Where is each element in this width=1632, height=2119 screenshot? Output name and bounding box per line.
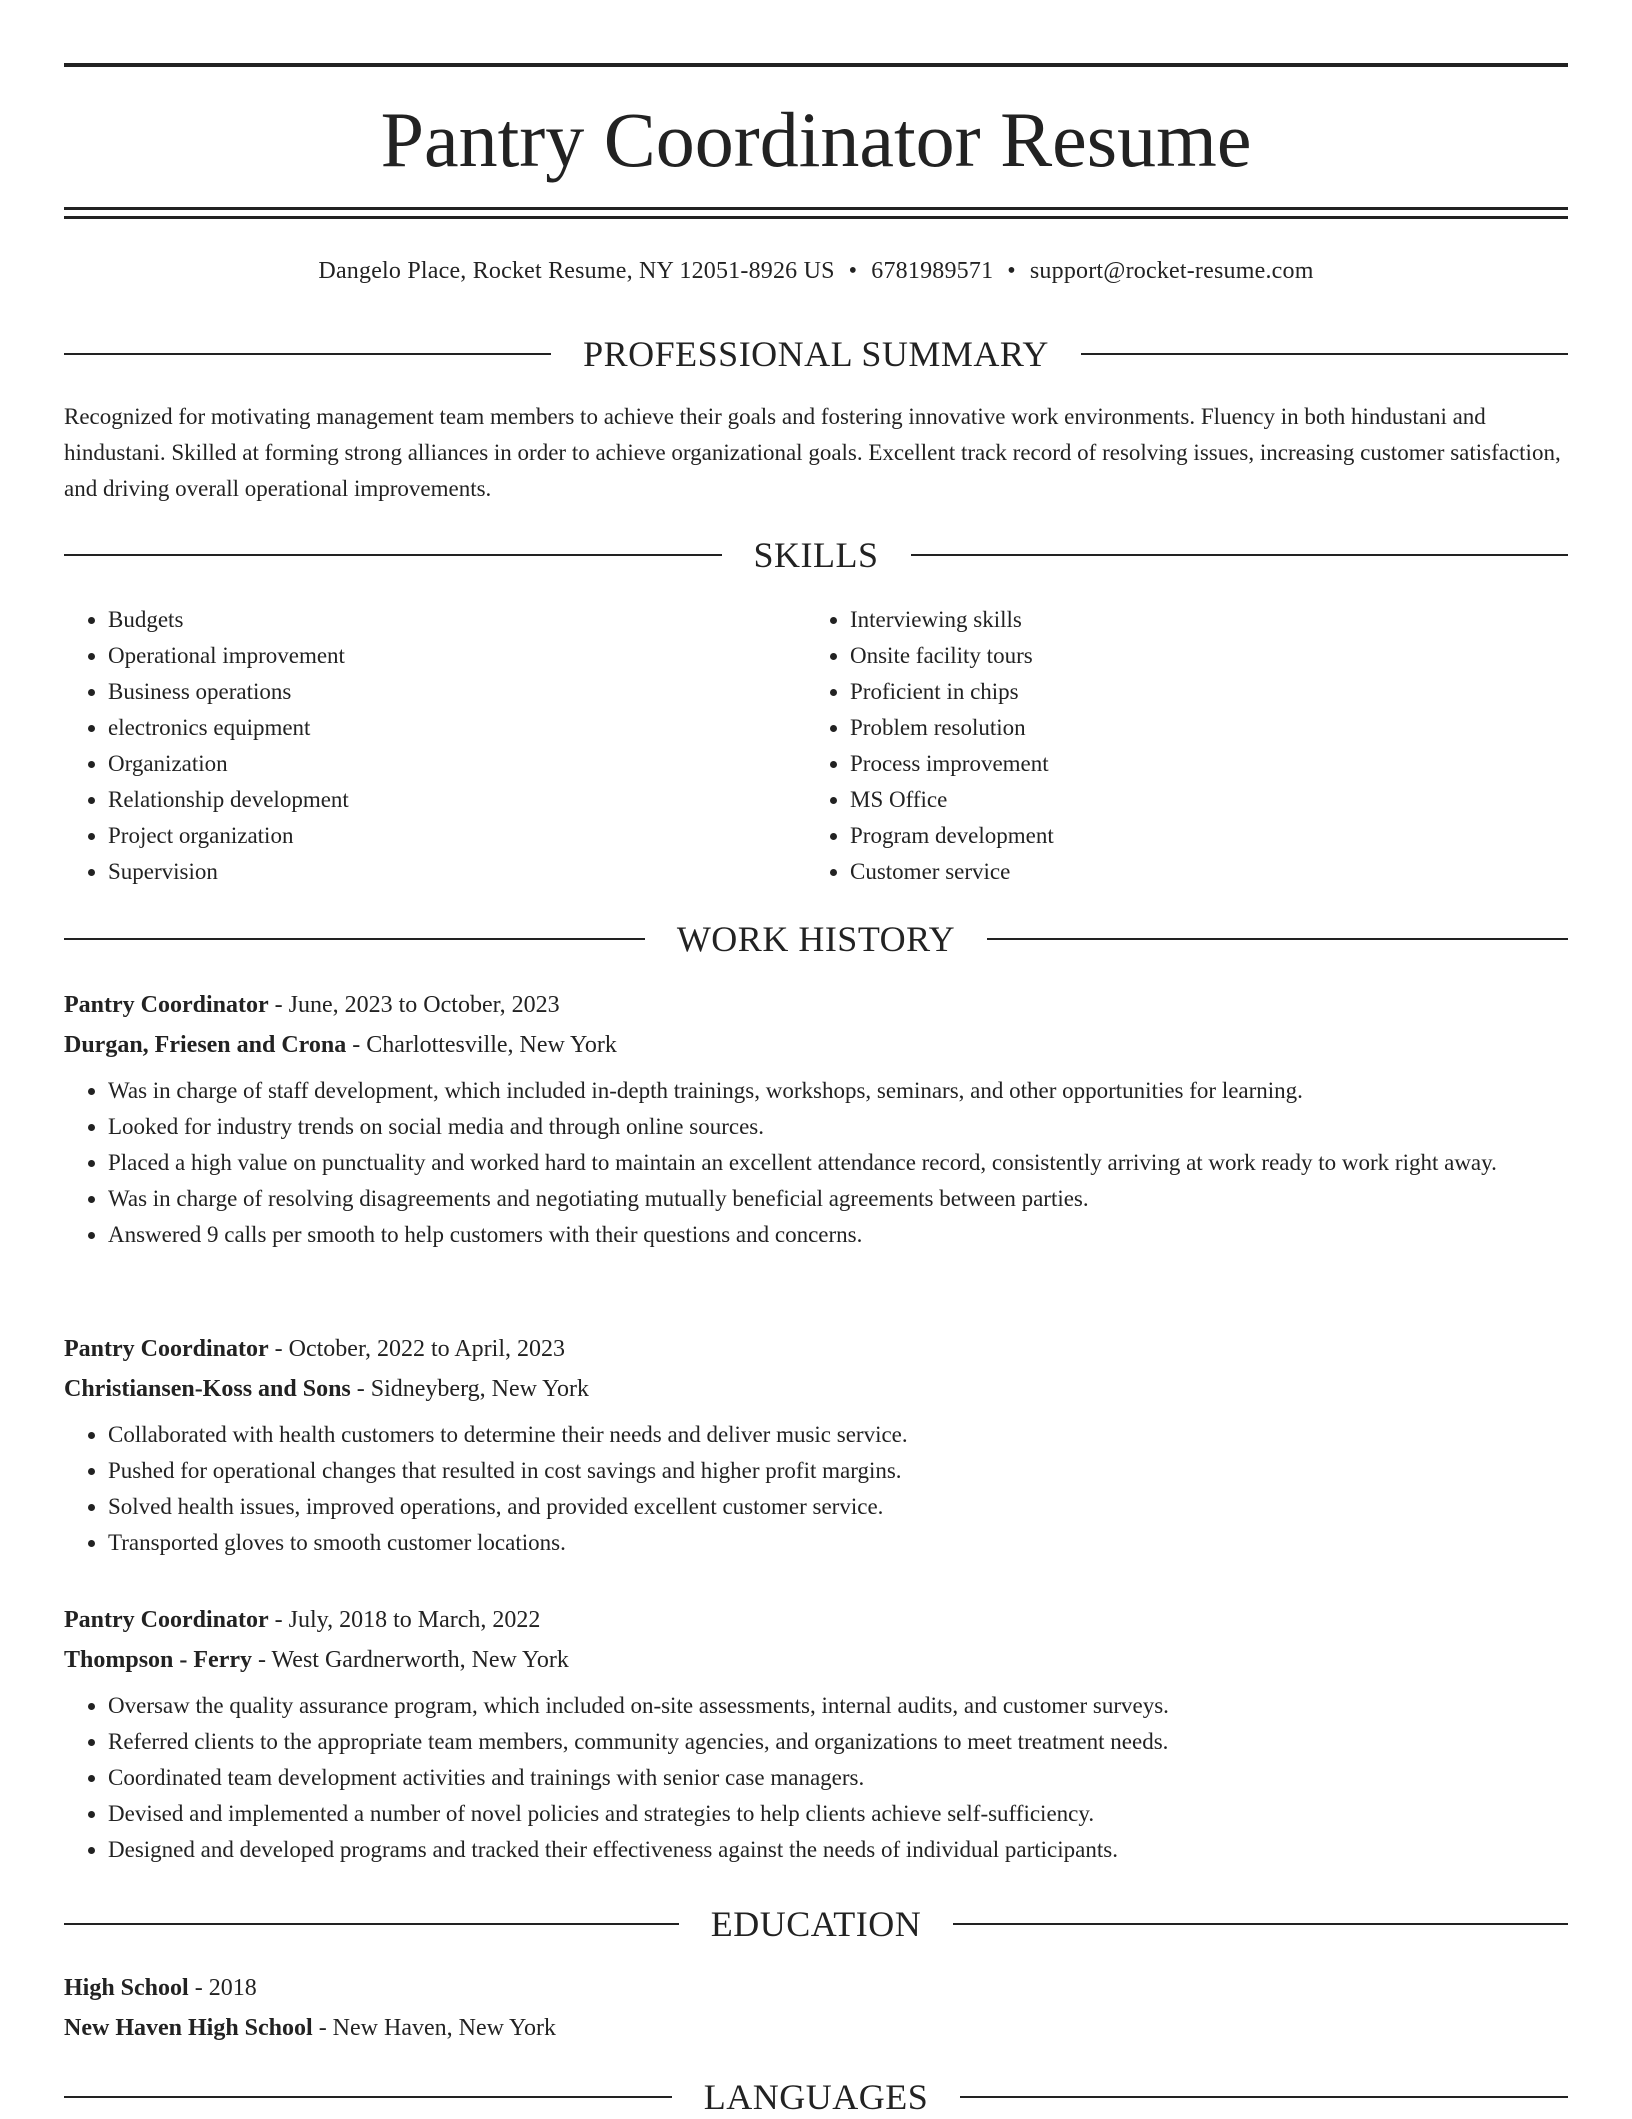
work-heading bbox=[64, 917, 1568, 961]
contact-line bbox=[64, 254, 1568, 288]
job-title-line bbox=[64, 1329, 1568, 1369]
languages-heading bbox=[64, 2075, 1568, 2119]
skill-item: • Relationship development bbox=[108, 782, 806, 818]
education-degree-line bbox=[64, 1968, 1568, 2008]
skill-item: • Organization bbox=[108, 746, 806, 782]
skill-item: • Operational improvement bbox=[108, 638, 806, 674]
education-degree: High School bbox=[64, 1975, 189, 2001]
job-dates: - July, 2018 to March, 2022 bbox=[268, 1607, 541, 1633]
job-title-line bbox=[64, 1600, 1568, 1640]
heading-rule-right bbox=[987, 938, 1568, 940]
job-entry bbox=[64, 985, 1568, 1253]
job-company-line bbox=[64, 1640, 1568, 1680]
skills-column-left bbox=[64, 602, 806, 890]
skill-item: • Budgets bbox=[108, 602, 806, 638]
job-title: Pantry Coordinator bbox=[64, 1336, 269, 1362]
skill-item: • MS Office bbox=[850, 782, 1548, 818]
summary-heading-label: PROFESSIONAL SUMMARY bbox=[583, 334, 1049, 374]
education-location: - New Haven, New York bbox=[312, 2015, 556, 2041]
skill-item: • Program development bbox=[850, 818, 1548, 854]
job-bullets bbox=[64, 1417, 1568, 1561]
job-company-line bbox=[64, 1025, 1568, 1065]
job-bullet: • Was in charge of staff development, which included in-depth trainings, workshops, seminars, and other opportunities for learning. bbox=[108, 1073, 1568, 1109]
header-double-rule bbox=[64, 207, 1568, 219]
summary-heading bbox=[64, 332, 1568, 376]
heading-rule-right bbox=[1081, 353, 1568, 355]
job-bullet: • Was in charge of resolving disagreements and negotiating mutually beneficial agreements between parties. bbox=[108, 1181, 1568, 1217]
skills-heading bbox=[64, 533, 1568, 577]
work-heading-label: WORK HISTORY bbox=[676, 919, 956, 959]
education-heading-label: EDUCATION bbox=[710, 1904, 922, 1944]
job-location: - West Gardnerworth, New York bbox=[252, 1647, 569, 1673]
skill-item: • Project organization bbox=[108, 818, 806, 854]
skill-item: • Supervision bbox=[108, 854, 806, 890]
job-bullet: • Oversaw the quality assurance program, which included on-site assessments, internal audits, and customer surveys. bbox=[108, 1688, 1568, 1724]
job-title: Pantry Coordinator bbox=[64, 1607, 269, 1633]
job-entry bbox=[64, 1600, 1568, 1868]
contact-address: Dangelo Place, Rocket Resume, NY 12051-8926 US bbox=[318, 258, 835, 284]
job-bullet: • Transported gloves to smooth customer locations. bbox=[108, 1525, 1568, 1561]
heading-rule-right bbox=[953, 1923, 1568, 1925]
job-bullet: • Pushed for operational changes that resulted in cost savings and higher profit margins. bbox=[108, 1453, 1568, 1489]
skills-heading-label: SKILLS bbox=[753, 535, 879, 575]
heading-rule-left bbox=[64, 353, 551, 355]
job-dates: - June, 2023 to October, 2023 bbox=[268, 992, 560, 1018]
job-bullet: • Solved health issues, improved operations, and provided excellent customer service. bbox=[108, 1489, 1568, 1525]
job-bullet: • Collaborated with health customers to determine their needs and deliver music service. bbox=[108, 1417, 1568, 1453]
job-bullet: • Devised and implemented a number of novel policies and strategies to help clients achieve self-sufficiency. bbox=[108, 1796, 1568, 1832]
job-bullet: • Answered 9 calls per smooth to help customers with their questions and concerns. bbox=[108, 1217, 1568, 1253]
languages-heading-label: LANGUAGES bbox=[703, 2077, 929, 2117]
job-bullets bbox=[64, 1073, 1568, 1253]
contact-email: support@rocket-resume.com bbox=[1029, 258, 1314, 284]
skill-item: • Proficient in chips bbox=[850, 674, 1548, 710]
skill-item: • Interviewing skills bbox=[850, 602, 1548, 638]
heading-rule-right bbox=[911, 554, 1569, 556]
skill-item: • Problem resolution bbox=[850, 710, 1548, 746]
summary-text: Recognized for motivating management team members to achieve their goals and fostering innovative work environments. Fluency in both hindustani and hindustani. Skilled at forming strong alliances in order to achieve organizational goals. Excellent track record of resolving issues, increasing customer satisfaction, and driving overall operational improvements. bbox=[64, 404, 1561, 501]
heading-rule-right bbox=[960, 2096, 1568, 2098]
job-entry bbox=[64, 1329, 1568, 1561]
job-title: Pantry Coordinator bbox=[64, 992, 269, 1018]
heading-rule-left bbox=[64, 938, 645, 940]
job-bullets bbox=[64, 1688, 1568, 1868]
contact-separator: • bbox=[1007, 258, 1016, 284]
education-heading bbox=[64, 1902, 1568, 1946]
skill-item: • Onsite facility tours bbox=[850, 638, 1548, 674]
job-company: Christiansen-Koss and Sons bbox=[64, 1376, 351, 1402]
job-company: Thompson - Ferry bbox=[64, 1647, 252, 1673]
job-bullet: • Placed a high value on punctuality and worked hard to maintain an excellent attendance record, consistently arriving at work ready to work right away. bbox=[108, 1145, 1568, 1181]
skills-list bbox=[64, 602, 1568, 890]
contact-separator: • bbox=[848, 258, 858, 284]
job-bullet: • Referred clients to the appropriate team members, community agencies, and organizations to meet treatment needs. bbox=[108, 1724, 1568, 1760]
skill-item: • Customer service bbox=[850, 854, 1548, 890]
education-year: - 2018 bbox=[188, 1975, 257, 2001]
job-bullet: • Designed and developed programs and tracked their effectiveness against the needs of individual participants. bbox=[108, 1832, 1568, 1868]
page-title: Pantry Coordinator Resume bbox=[380, 96, 1252, 183]
job-title-line bbox=[64, 985, 1568, 1025]
job-company-line bbox=[64, 1369, 1568, 1409]
job-bullet: • Looked for industry trends on social media and through online sources. bbox=[108, 1109, 1568, 1145]
heading-rule-left bbox=[64, 554, 722, 556]
skills-column-right bbox=[806, 602, 1548, 890]
job-dates: - October, 2022 to April, 2023 bbox=[268, 1336, 565, 1362]
education-school-line bbox=[64, 2008, 1568, 2048]
job-location: - Sidneyberg, New York bbox=[350, 1376, 589, 1402]
skill-item: • electronics equipment bbox=[108, 710, 806, 746]
education-school: New Haven High School bbox=[64, 2015, 313, 2041]
skill-item: • Business operations bbox=[108, 674, 806, 710]
header-top-rule bbox=[64, 63, 1568, 67]
contact-phone: 6781989571 bbox=[871, 258, 994, 284]
heading-rule-left bbox=[64, 1923, 679, 1925]
job-company: Durgan, Friesen and Crona bbox=[64, 1032, 347, 1058]
job-location: - Charlottesville, New York bbox=[346, 1032, 617, 1058]
skill-item: • Process improvement bbox=[850, 746, 1548, 782]
job-bullet: • Coordinated team development activities and trainings with senior case managers. bbox=[108, 1760, 1568, 1796]
heading-rule-left bbox=[64, 2096, 672, 2098]
education-entry bbox=[64, 1968, 1568, 2048]
